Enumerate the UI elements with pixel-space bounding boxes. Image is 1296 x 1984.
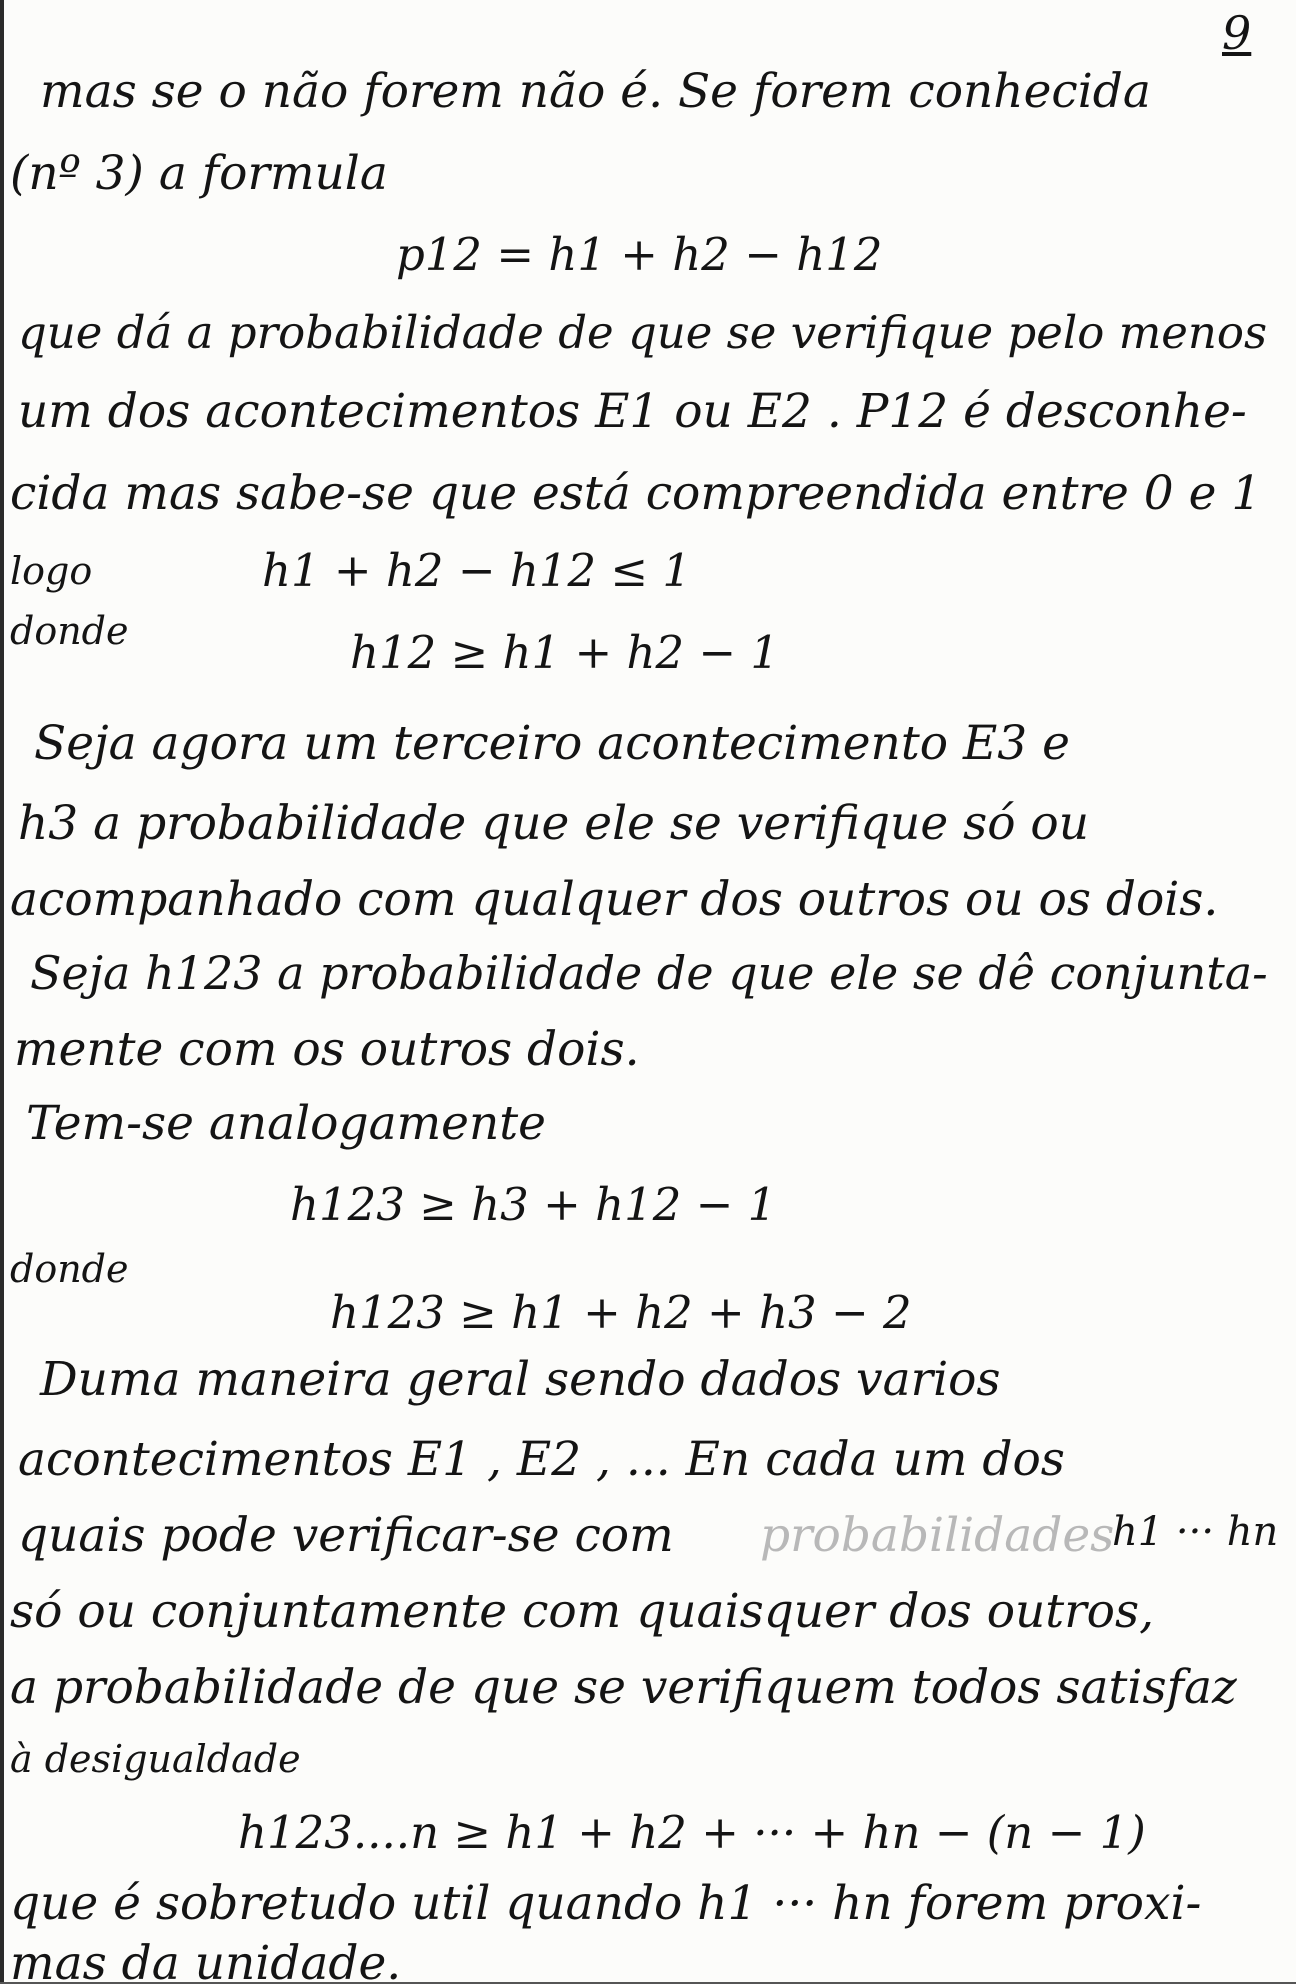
text-line-8: acompanhado com qualquer dos outros ou os dois. [10,872,1219,927]
text-line-17: à desigualdade [10,1737,301,1781]
text-line-14: quais pode verificar-se com [18,1508,674,1563]
text-line-15: só ou conjuntamente com quaisquer dos outros, [10,1584,1155,1639]
text-line-4: um dos acontecimentos E1 ou E2 . P12 é desconhe- [18,384,1247,439]
formula-5: h123 ≥ h1 + h2 + h3 − 2 [330,1286,912,1339]
text-faint-probabilidades: probabilidades [760,1508,1115,1563]
page-left-edge [0,0,4,1984]
text-line-6: Seja agora um terceiro acontecimento E3 e [34,716,1070,771]
text-line-19: mas da unidade. [10,1936,402,1984]
text-line-10: mente com os outros dois. [14,1022,640,1077]
text-line-1: mas se o não forem não é. Se forem conhecida [40,64,1151,119]
formula-1: p12 = h1 + h2 − h12 [396,228,883,281]
text-line-12: Duma maneira geral sendo dados varios [40,1352,1001,1407]
text-line-3: que dá a probabilidade de que se verifique pelo menos [18,306,1268,359]
text-donde-1: donde [10,609,129,653]
text-donde-2: donde [10,1247,129,1291]
page-number: 9 [1222,6,1252,60]
text-line-5: cida mas sabe-se que está compreendida entre 0 e 1 [10,466,1262,521]
formula-3: h12 ≥ h1 + h2 − 1 [350,626,780,679]
text-line-2: (nº 3) a formula [10,146,388,201]
formula-2: h1 + h2 − h12 ≤ 1 [262,544,692,597]
text-line-16: a probabilidade de que se verifiquem todos satisfaz [10,1660,1237,1715]
formula-6: h123....n ≥ h1 + h2 + ··· + hn − (n − 1) [238,1806,1146,1859]
text-line-18: que é sobretudo util quando h1 ··· hn forem proxi- [10,1876,1202,1931]
text-logo: logo [10,549,93,593]
text-line-13: acontecimentos E1 , E2 , ... En cada um dos [18,1432,1065,1487]
text-line-9: Seja h123 a probabilidade de que ele se dê conjunta- [30,946,1268,1000]
text-h1-hn: h1 ··· hn [1112,1509,1279,1555]
formula-4: h123 ≥ h3 + h12 − 1 [290,1178,777,1231]
text-line-7: h3 a probabilidade que ele se verifique só ou [18,796,1089,851]
text-line-11: Tem-se analogamente [26,1096,546,1151]
